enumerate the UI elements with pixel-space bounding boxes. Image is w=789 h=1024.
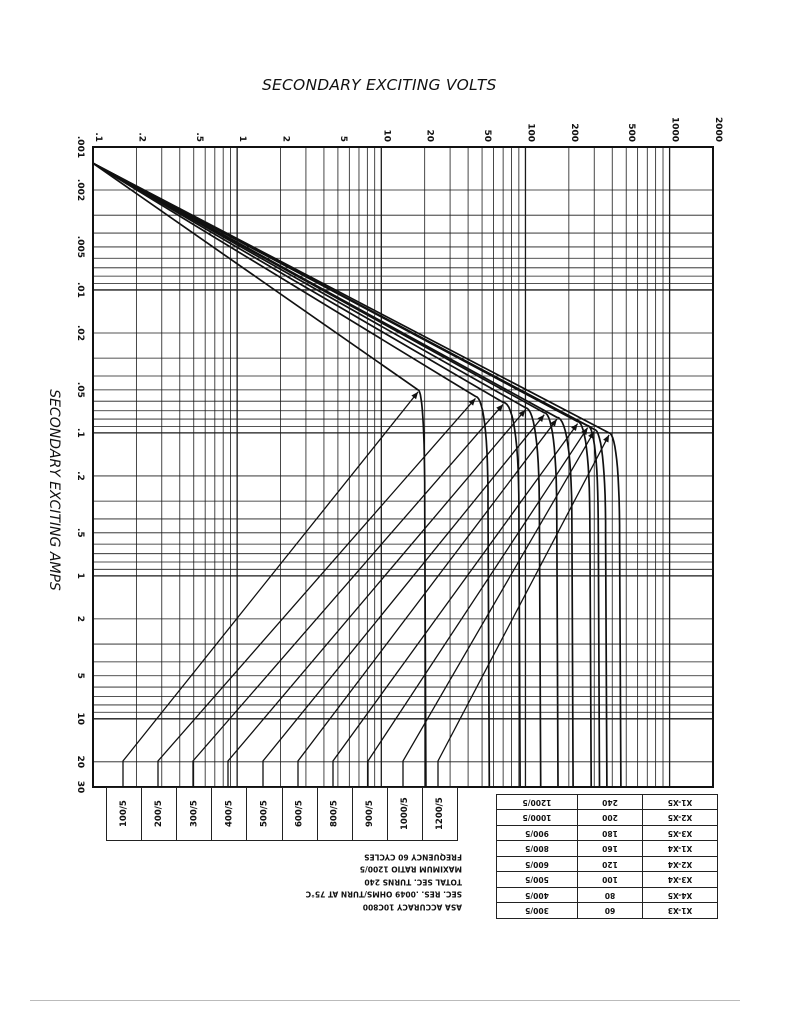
note-line: ASA ACCURACY 10C800 [362,902,462,912]
ratio-label: 300/5 [189,800,200,828]
y-tick-label: 1 [75,572,85,579]
ratio-label-cell [246,788,281,840]
tap-table-cell: 80 [578,888,643,904]
leader-200-5 [158,398,475,787]
tap-table-cell: X4-X5 [643,888,718,904]
chart-title: SECONDARY EXCITING VOLTS [262,76,497,94]
curve-900-5 [93,163,600,787]
x-tick-label: 1 [237,135,248,142]
tap-table-row [497,810,718,826]
ratio-label: 900/5 [364,800,375,828]
curve-300-5 [93,163,520,787]
y-tick-label: .002 [75,178,85,202]
x-tick-label: 5 [337,135,348,142]
tap-table-cell: 120 [578,857,643,873]
tap-table-cell: 160 [578,841,643,857]
ratio-label: 100/5 [119,800,130,828]
y-tick-label: .02 [75,325,85,341]
tap-table-cell: X2-X4 [643,857,718,873]
x-tick-label: 500 [626,123,637,142]
tap-table-cell: 180 [578,826,643,842]
tap-table-cell: 500/5 [497,872,578,888]
tap-table-cell: 60 [578,903,643,919]
tap-table-cell: 100 [578,872,643,888]
ratio-label: 800/5 [329,800,340,828]
arrowhead [571,424,578,431]
curve-800-5 [93,163,591,787]
ratio-label-cell [211,788,246,840]
ratio-label-cell [352,788,387,840]
tap-table-row [497,826,718,842]
tap-table-cell: 800/5 [497,841,578,857]
y-tick-label: 10 [75,712,85,726]
leader-400-5 [228,410,525,787]
ratio-label: 600/5 [294,800,305,828]
tap-table-cell: X3-X5 [643,826,718,842]
ratio-label-cell [141,788,176,840]
ratio-label: 1000/5 [399,797,410,831]
ratio-label-cell [282,788,317,840]
note-line: FREQUENCY 60 CYCLES [364,852,462,862]
note-line: TOTAL SEC. TURNS 240 [364,877,462,887]
tap-table-row [497,857,718,873]
curve-200-5 [93,163,489,787]
x-tick-label: 1000 [669,116,680,142]
x-tick-label: 20 [424,129,435,142]
leader-500-5 [263,415,544,787]
ratio-label-cell [176,788,211,840]
ratio-label-cell [422,788,457,840]
tap-table-cell: X1-X5 [643,795,718,811]
ratio-label: 200/5 [154,800,165,828]
y-tick-label: 5 [75,672,85,679]
ratio-label: 400/5 [224,800,235,828]
ratio-legend-strip [106,787,458,841]
tap-table-cell: 400/5 [497,888,578,904]
tap-table-cell: 600/5 [497,857,578,873]
spec-notes [272,850,462,913]
leader-1000-5 [403,431,594,787]
tap-table-cell: X3-X4 [643,872,718,888]
tap-table-cell: 900/5 [497,826,578,842]
tap-table-row [497,903,718,919]
x-tick-label: 10 [381,129,392,142]
note-line: MAXIMUM RATIO 1200/5 [359,865,462,874]
x-tick-label: .2 [136,132,147,142]
tap-table-row [497,841,718,857]
tap-table-cell: X2-X5 [643,810,718,826]
tap-table-cell: 200 [578,810,643,826]
curve-1200-5 [93,163,621,787]
leader-900-5 [368,428,588,787]
x-tick-label: 200 [568,123,579,142]
y-tick-label: 30 [75,780,85,794]
curve-600-5 [93,163,573,787]
ratio-label-cell [317,788,352,840]
tap-table-row [497,795,718,811]
y-tick-label: .005 [75,235,85,259]
tap-table-cell: 240 [578,795,643,811]
ratio-label: 1200/5 [434,797,445,831]
y-tick-label: .001 [75,135,85,159]
y-tick-label: .1 [75,428,85,438]
leader-1200-5 [438,435,609,787]
tap-table-cell: 300/5 [497,903,578,919]
y-tick-label: .01 [75,281,85,298]
y-tick-label: .2 [75,471,85,481]
tap-table-cell: X1-X3 [643,903,718,919]
y-tick-label: .5 [75,527,85,538]
y-axis-label: SECONDARY EXCITING AMPS [46,389,62,591]
ratio-label-cell [387,788,422,840]
tap-table-row [497,888,718,904]
tap-table [496,794,718,919]
x-tick-label: 2 [280,135,291,142]
y-tick-label: 2 [75,615,85,623]
note-line: SEC. RES. .0049 OHMS/TURN AT 75°C [305,890,462,899]
x-tick-label: 50 [482,129,493,142]
leader-300-5 [193,404,503,787]
tap-table-cell: 1000/5 [497,810,578,826]
page-bottom-rule [30,1000,740,1001]
y-tick-label: 20 [75,755,85,769]
tap-table-cell: 1200/5 [497,795,578,811]
y-tick-label: .05 [75,381,85,398]
ratio-label: 500/5 [259,800,270,828]
ratio-label-cell [107,788,141,840]
tap-table-cell: X1-X4 [643,841,718,857]
x-tick-label: 100 [525,123,536,142]
x-tick-label: .5 [193,132,204,142]
x-tick-label: .1 [93,132,103,142]
tap-table-row [497,872,718,888]
x-tick-label: 2000 [713,116,723,142]
